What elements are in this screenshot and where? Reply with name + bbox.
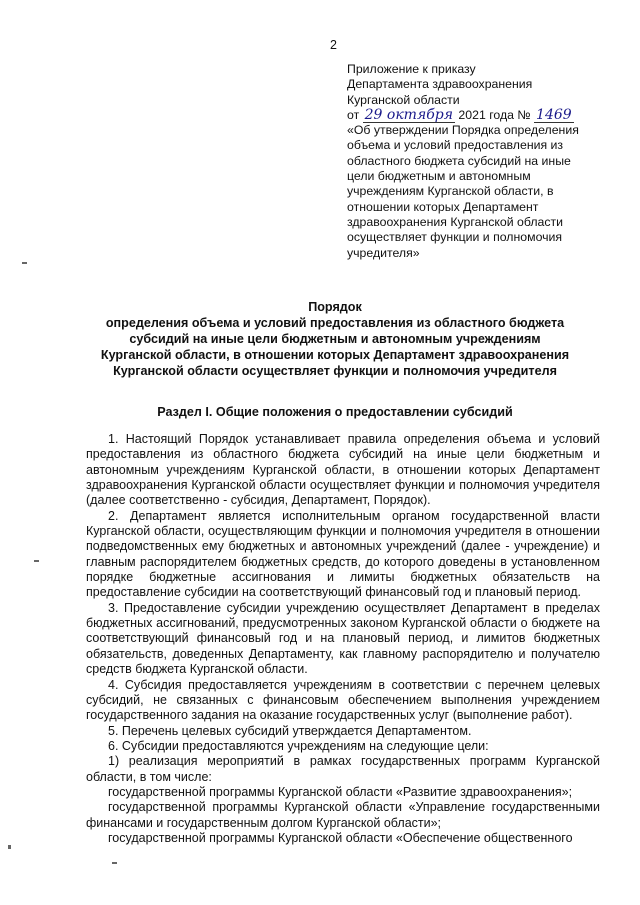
title-line-1: Порядок [308,300,362,314]
paragraph-6: 6. Субсидии предоставляются учреждениям на следующие цели: [108,738,489,753]
handwritten-order-number: 1469 [536,106,572,123]
appendix-line-3: Курганской области [347,92,460,107]
scan-mark [22,262,27,264]
appendix-subject-2: объема и условий предоставления из [347,138,564,153]
title-line-2: определения объема и условий предоставления из областного бюджета [105,316,565,330]
paragraph-6-item-1: 1) реализация мероприятий в рамках государственных программ Курганской области, в том числе: [86,754,600,784]
program-item-2: государственной программы Курганской области «Управление государственными финансами и государственным долгом Курганской области»; [86,800,600,830]
scan-mark [112,862,117,864]
scan-mark [8,845,11,849]
title-line-5: Курганской области осуществляет функции и полномочия учредителя [113,364,557,378]
date-year: 2021 года № [458,107,531,122]
appendix-line-2: Департамента здравоохранения [347,77,533,92]
date-prefix: от [347,107,360,122]
appendix-subject-9: учредителя» [347,245,420,260]
appendix-subject-6: отношении которых Департамент [347,199,539,214]
title-line-3: субсидий на иные цели бюджетным и автономным учреждениям [129,332,541,346]
appendix-subject-3: областного бюджета субсидий на иные [347,153,571,168]
appendix-date-line [347,108,607,123]
appendix-subject-4: цели бюджетным и автономным [347,169,531,184]
paragraph-1: 1. Настоящий Порядок устанавливает правила определения объема и условий предоставления из областного бюджета субсидий на иные цели бюджетным и автономным учреждениям Курганской области, в отношении которых Департамент здравоохранения Курганской области осуществляет функции и полномочия учредителя (далее соответственно - субсидия, Департамент, Порядок). [86,432,600,508]
document-body [86,432,600,846]
paragraph-2: 2. Департамент является исполнительным органом государственной власти Курганской области, осуществляющим функции и полномочия учредителя в отношении подведомственных ему бюджетных и автономных учреждений (далее - учреждение) и главным распорядителем бюджетных средств, до которого доведены в установленном порядке бюджетные ассигнования и лимиты бюджетных обязательств на предоставление субсидии на соответствующий финансовый год и плановый период. [86,508,600,600]
appendix-subject-5: учреждениям Курганской области, в [347,184,554,199]
handwritten-date: 29 октября [364,106,453,123]
program-item-3: государственной программы Курганской области «Обеспечение общественного [108,830,573,845]
paragraph-3: 3. Предоставление субсидии учреждению осуществляет Департамент в пределах бюджетных ассигнований, предусмотренных законом Курганской области о бюджете на соответствующий финансовый год и на плановый период, и лимитов бюджетных обязательств, доведенных Департаменту, как главному распорядителю и получателю средств бюджета Курганской области. [86,600,600,677]
appendix-subject-8: осуществляет функции и полномочия [347,230,563,245]
appendix-block [347,62,607,261]
title-line-4: Курганской области, в отношении которых Департамент здравоохранения [100,348,570,362]
program-item-1: государственной программы Курганской области «Развитие здравоохранения»; [108,784,573,799]
paragraph-5: 5. Перечень целевых субсидий утверждается Департаментом. [108,723,472,738]
page-number: 2 [330,38,337,52]
paragraph-4: 4. Субсидия предоставляется учреждениям в соответствии с перечнем целевых субсидий, не связанных с финансовым обеспечением выполнения учреждением государственного задания на оказание государственных услуг (выполнение работ). [86,677,600,723]
section-heading: Раздел I. Общие положения о предоставлении субсидий [157,405,513,419]
appendix-line-1: Приложение к приказу [347,62,476,76]
scan-mark [34,560,39,562]
document-title [80,299,590,379]
appendix-subject-7: здравоохранения Курганской области [347,214,563,229]
appendix-subject-1: «Об утверждении Порядка определения [347,123,579,138]
